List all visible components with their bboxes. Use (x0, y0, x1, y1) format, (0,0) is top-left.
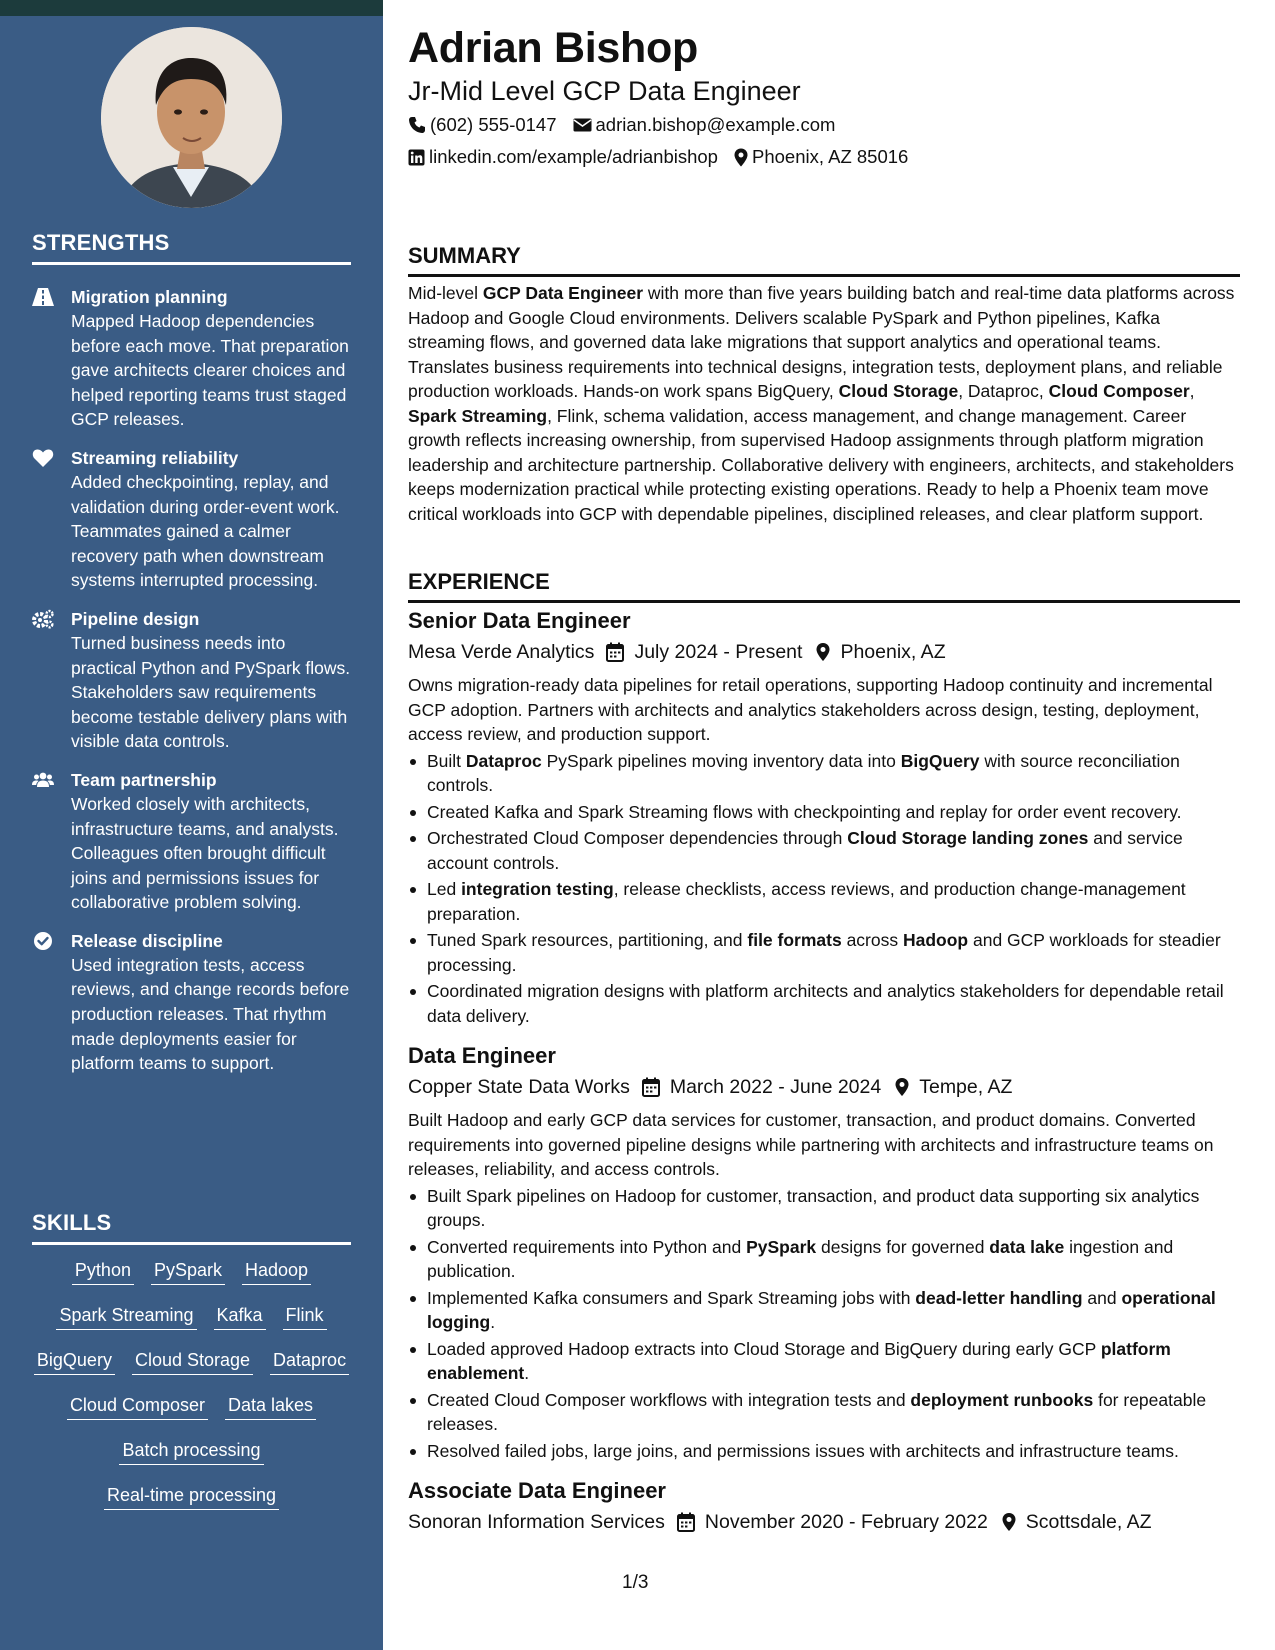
text-run: Coordinated migration designs with platform architects and analytics stakeholders for dependable retail data delivery. (427, 981, 1224, 1026)
emphasis-text: Cloud Storage landing zones (847, 828, 1089, 848)
skill-tag: Data lakes (225, 1393, 316, 1420)
map-marker-icon (816, 642, 830, 662)
text-run: Tuned Spark resources, partitioning, and (427, 930, 748, 950)
skills-list (32, 1258, 351, 1528)
strength-description: Used integration tests, access reviews, and change records before production releases. That rhythm made deployments easier for platform teams to support. (71, 954, 350, 1074)
text-run: and GCP workloads for steadier processing. (427, 930, 1221, 975)
strength-description: Turned business needs into practical Python and PySpark flows. Stakeholders saw requirements become testable delivery plans with visible data controls. (71, 632, 351, 752)
job-bullet (408, 826, 1240, 875)
skill-tag: Python (72, 1258, 134, 1285)
strength-title: Migration planning (71, 287, 228, 307)
job-bullet (408, 1235, 1240, 1284)
text-run: Led (427, 879, 462, 899)
emphasis-text: operational logging (427, 1287, 1216, 1332)
emphasis-text: data lake (989, 1236, 1065, 1257)
skill-tag: Kafka (214, 1303, 266, 1330)
emphasis-text: dead-letter handling (915, 1287, 1083, 1308)
skill-tag: BigQuery (34, 1348, 115, 1375)
text-run: with more than five years building batch and real-time data platforms across Hadoop and Google Cloud environments. Delivers scalable PySpark and Python pipelines, Kafka streaming flows, and governed data lake migrations that support analytics and operational teams. Translates business requirements into technical designs, integration tests, deployment plans, and reliable production workloads. Hands-on work spans BigQuery, (408, 283, 1235, 401)
check-circle-icon (32, 931, 54, 951)
job-bullet (408, 1439, 1240, 1464)
summary-heading: SUMMARY (408, 243, 1240, 277)
text-run: ingestion and publication. (427, 1236, 1174, 1281)
job-bullet (408, 1388, 1240, 1437)
heart-icon (32, 448, 54, 468)
profile-photo (101, 27, 282, 208)
emphasis-text: file formats (747, 930, 842, 950)
text-run: and (1082, 1287, 1122, 1308)
job-bullets (408, 1184, 1240, 1464)
text-run: , Dataproc, (958, 381, 1049, 401)
experience-heading: EXPERIENCE (408, 569, 1240, 603)
job-bullets (408, 749, 1240, 1029)
text-run: with source reconciliation controls. (427, 750, 1180, 795)
job-description: Built Hadoop and early GCP data services for customer, transaction, and product domains. Converted requirements into governed pipeline designs while partnering with architects and infrastructure teams on releases, reliability, and access controls. (408, 1110, 1214, 1179)
strength-title: Release discipline (71, 930, 223, 951)
linkedin-url: linkedin.com/example/adrianbishop (429, 146, 718, 167)
job-dates: July 2024 - Present (634, 641, 803, 663)
job-company: Mesa Verde Analytics (408, 641, 595, 663)
users-icon (32, 770, 54, 790)
phone-number: (602) 555-0147 (430, 114, 557, 135)
job-bullet (408, 928, 1240, 977)
text-run: , (1189, 381, 1195, 401)
summary-text (408, 281, 1240, 526)
email-address: adrian.bishop@example.com (595, 114, 836, 135)
emphasis-text: PySpark (746, 1236, 817, 1257)
skill-row (32, 1348, 351, 1393)
job-bullet (408, 1286, 1240, 1335)
experience-list (408, 605, 1240, 1549)
skill-tag: Hadoop (242, 1258, 311, 1285)
text-run: , Flink, schema validation, access management, and change management. Career growth reflects increasing ownership, from supervised Hadoop assignments through platform migration leadership and architecture partnership. Collaborative delivery with engineers, architects, and stakeholders keeps modernization practical while protecting existing operations. Ready to help a Phoenix team move critical workloads into GCP with dependable pipelines, disciplined releases, and clear platform support. (408, 405, 1234, 524)
skill-tag: Dataproc (270, 1348, 349, 1375)
skill-tag: Batch processing (119, 1438, 263, 1465)
text-run: , release checklists, access reviews, and production change-management preparation. (427, 879, 1186, 924)
strength-title: Streaming reliability (71, 447, 239, 468)
text-run: Created Cloud Composer workflows with integration tests and (427, 1389, 911, 1410)
job-entry (408, 1475, 1240, 1537)
job-title: Data Engineer (408, 1043, 556, 1068)
strength-description: Added checkpointing, replay, and validation during order-event work. Teammates gained a calmer recovery path when downstream systems interrupted processing. (71, 471, 340, 591)
skill-tag: Real-time processing (104, 1483, 279, 1510)
location-text: Phoenix, AZ 85016 (751, 146, 909, 167)
job-title: Senior Data Engineer (408, 608, 631, 633)
map-marker-icon (734, 148, 748, 167)
job-location: Tempe, AZ (919, 1076, 1013, 1098)
text-run: . (524, 1363, 530, 1383)
job-description: Owns migration-ready data pipelines for retail operations, supporting Hadoop continuity and incremental GCP adoption. Partners with architects and analytics stakeholders across design, testing, deployment, access review, and production support. (408, 675, 1213, 744)
job-location: Phoenix, AZ (840, 641, 946, 663)
text-run: Built Spark pipelines on Hadoop for customer, transaction, and product data supporting six analytics groups. (427, 1185, 1200, 1230)
job-entry (408, 605, 1240, 1028)
strength-title: Pipeline design (71, 608, 200, 629)
text-run: Converted requirements into Python and (427, 1236, 747, 1257)
skills-heading: SKILLS (32, 1210, 351, 1245)
phone-contact[interactable] (408, 113, 557, 137)
job-company: Copper State Data Works (408, 1076, 630, 1098)
job-meta (408, 1072, 1240, 1102)
strength-item (32, 929, 352, 1076)
job-bullet (408, 877, 1240, 926)
road-icon (32, 287, 54, 307)
skill-row (32, 1483, 351, 1528)
text-run: Loaded approved Hadoop extracts into Cloud Storage and BigQuery during early GCP (427, 1338, 1101, 1359)
job-location: Scottsdale, AZ (1025, 1511, 1152, 1533)
job-dates: March 2022 - June 2024 (669, 1076, 882, 1098)
emphasis-text: Cloud Composer (1048, 381, 1190, 401)
skill-row (32, 1303, 351, 1348)
text-run: across (841, 930, 903, 950)
contact-row (408, 145, 908, 169)
linkedin-icon (408, 149, 425, 166)
contact-row (408, 113, 835, 137)
text-run: designs for governed (816, 1236, 990, 1257)
emphasis-text: Dataproc (465, 750, 542, 771)
skill-row (32, 1393, 351, 1438)
phone-icon (408, 116, 426, 134)
job-company: Sonoran Information Services (408, 1511, 665, 1533)
emphasis-text: BigQuery (900, 750, 980, 771)
emphasis-text: integration testing (461, 879, 614, 899)
calendar-icon (642, 1077, 660, 1097)
map-marker-icon (1002, 1512, 1016, 1532)
text-run: Implemented Kafka consumers and Spark Streaming jobs with (427, 1287, 916, 1308)
strengths-list (32, 285, 352, 1090)
emphasis-text: GCP Data Engineer (482, 283, 644, 303)
candidate-title: Jr-Mid Level GCP Data Engineer (408, 76, 801, 106)
job-title: Associate Data Engineer (408, 1478, 666, 1503)
page-number: 1/3 (622, 1572, 649, 1593)
skill-tag: Spark Streaming (56, 1303, 196, 1330)
strength-description: Worked closely with architects, infrastructure teams, and analysts. Colleagues often brought difficult joins and permissions issues for collaborative problem solving. (71, 793, 339, 913)
text-run: Built (427, 750, 466, 771)
candidate-name: Adrian Bishop (408, 24, 698, 72)
text-run: Created Kafka and Spark Streaming flows with checkpointing and replay for order event recovery. (427, 801, 1182, 822)
calendar-icon (606, 642, 624, 662)
text-run: PySpark pipelines moving inventory data into (541, 750, 901, 771)
emphasis-text: Hadoop (902, 930, 969, 950)
job-bullet (408, 979, 1240, 1028)
job-entry (408, 1040, 1240, 1463)
job-bullet (408, 1337, 1240, 1386)
skill-row (32, 1258, 351, 1303)
text-run: . (490, 1312, 496, 1332)
job-bullet (408, 1184, 1240, 1233)
strength-title: Team partnership (71, 769, 217, 790)
skill-tag: Flink (283, 1303, 327, 1330)
strength-description: Mapped Hadoop dependencies before each move. That preparation gave architects clearer choices and helped reporting teams trust staged GCP releases. (71, 311, 349, 430)
skill-tag: Cloud Composer (67, 1393, 208, 1420)
emphasis-text: deployment runbooks (910, 1389, 1094, 1410)
text-run: Resolved failed jobs, large joins, and permissions issues with architects and infrastructure teams. (427, 1440, 1179, 1461)
text-run: Mid-level (408, 283, 483, 303)
strength-item (32, 607, 352, 754)
skill-row (32, 1438, 351, 1483)
strengths-heading: STRENGTHS (32, 230, 351, 265)
job-meta (408, 637, 1240, 667)
skill-tag: PySpark (151, 1258, 225, 1285)
strength-item (32, 446, 352, 593)
job-meta (408, 1507, 1240, 1537)
job-dates: November 2020 - February 2022 (704, 1511, 988, 1533)
skill-tag: Cloud Storage (132, 1348, 253, 1375)
linkedin-contact[interactable] (408, 145, 718, 169)
job-bullet (408, 800, 1240, 825)
job-bullet (408, 749, 1240, 798)
emphasis-text: Cloud Storage (838, 381, 959, 401)
email-contact[interactable] (573, 113, 836, 137)
strength-item (32, 768, 352, 915)
sidebar-top-bar (0, 0, 383, 16)
location-contact (734, 145, 908, 169)
gears-icon (32, 609, 54, 629)
text-run: and service account controls. (427, 828, 1183, 873)
calendar-icon (677, 1512, 695, 1532)
emphasis-text: platform enablement (427, 1338, 1171, 1383)
sidebar (0, 0, 383, 1650)
strength-item (32, 285, 352, 432)
envelope-icon (573, 117, 592, 133)
text-run: Orchestrated Cloud Composer dependencies through (427, 828, 848, 848)
map-marker-icon (895, 1077, 909, 1097)
text-run: for repeatable releases. (427, 1389, 1207, 1434)
emphasis-text: Spark Streaming (408, 405, 548, 426)
